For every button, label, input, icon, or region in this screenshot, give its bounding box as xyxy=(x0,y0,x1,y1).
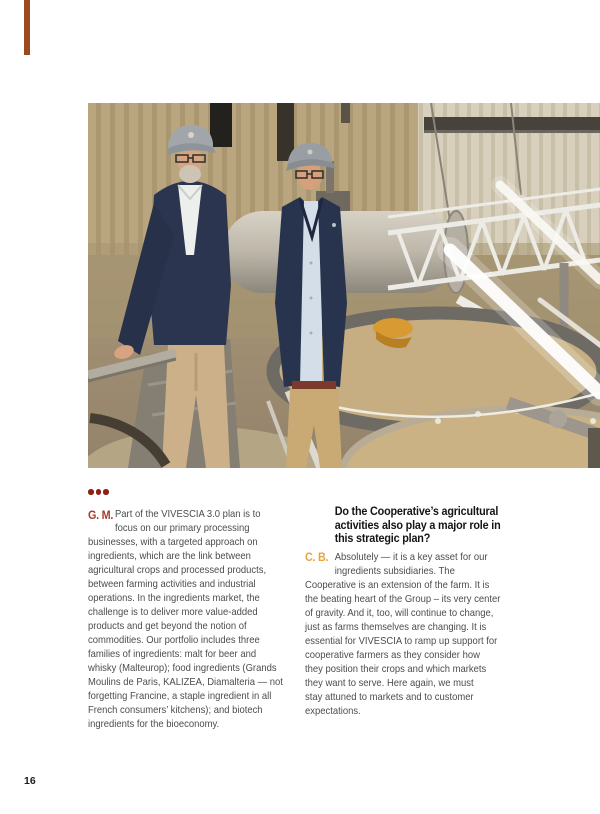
cb-answer-text: Absolutely — it is a key asset for our ingredients subsidiaries. The Cooperative is an extension of the farm. It is the beating heart of the Group – its very center of gravity. And it, too, will continue to change, just as farms themselves are changing. It is essential for VIVESCIA to ramp up support for cooperative farmers as they consider how they position their crops and which markets they want to serve. Here again, we must stay attuned to markets and to customer expectations. xyxy=(305,550,501,717)
factory-photo-illustration xyxy=(88,103,600,468)
interview-question: Do the Cooperative’s agricultural activities also play a major role in this strategic plan? xyxy=(334,504,501,545)
gm-answer-text: Part of the VIVESCIA 3.0 plan is to focus on our primary processing businesses, with a targeted approach on ingredients, which are the link between agricultural crops and processed products, between farming activities and industrial operations. In the ingredients market, the challenge is to deliver more value-added products and get beyond the notion of commodities. Our portfolio includes three families of ingredients: malt for beer and whisky (Malteurop); food ingredients (Grands Moulins de Paris, KALIZEA, Diamalteria — not forgetting Francine, a staple ingredient in all French consumers’ kitchens); and biotech ingredients for the bioeconomy. xyxy=(88,508,283,730)
speaker-gm-label: G. M. xyxy=(88,507,114,522)
dot-icon xyxy=(103,489,109,495)
dot-icon xyxy=(96,489,102,495)
answer-right-column xyxy=(305,505,521,718)
interview-photo xyxy=(88,103,600,468)
cb-answer xyxy=(305,550,521,718)
dot-icon xyxy=(88,489,94,495)
top-accent-bar xyxy=(24,0,30,55)
gm-answer xyxy=(88,507,295,731)
section-dots xyxy=(88,489,109,495)
answer-left-column xyxy=(88,507,295,731)
speaker-cb-label: C. B. xyxy=(305,550,329,564)
page-number: 16 xyxy=(24,775,36,787)
